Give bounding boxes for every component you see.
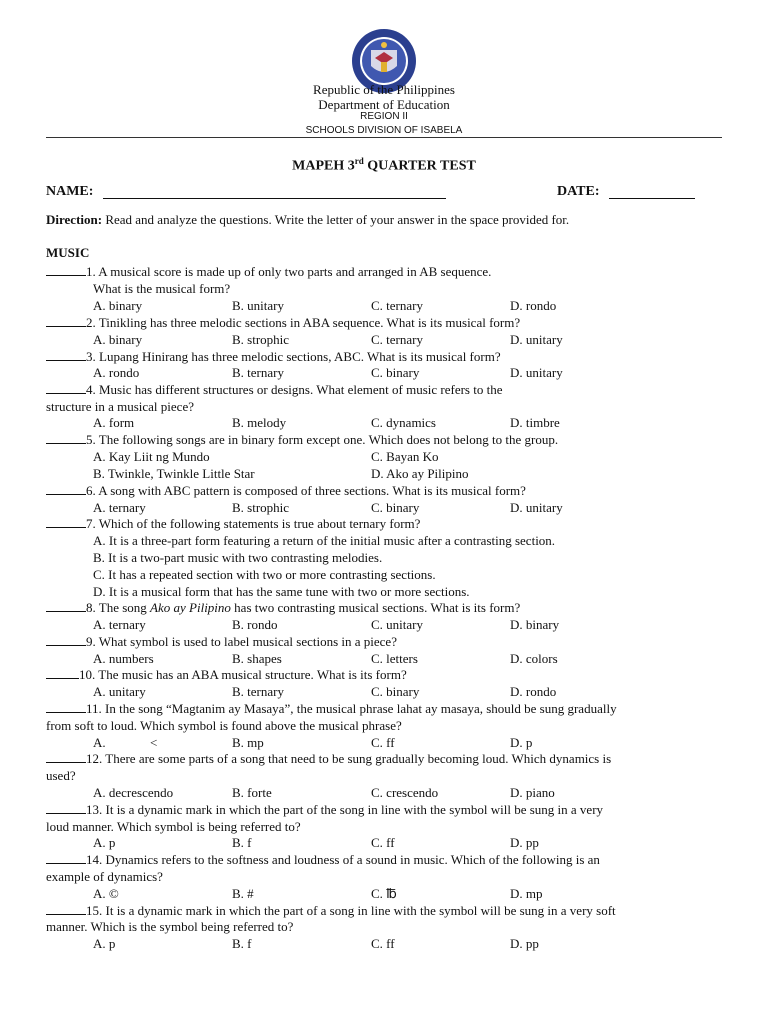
answer-choice: C. It has a repeated section with two or more contrasting sections. — [93, 567, 436, 582]
answer-choice: D. unitary — [510, 500, 563, 515]
question-3 — [46, 348, 501, 365]
question-text: 3. Lupang Hinirang has three melodic sections, ABC. What is its musical form? — [86, 349, 501, 364]
question-13 — [46, 801, 603, 818]
answer-choice: A. binary — [93, 332, 143, 347]
answer-blank[interactable] — [46, 600, 86, 612]
answer-choice: C. unitary — [371, 617, 423, 632]
answer-choice: B. # — [232, 886, 254, 901]
answer-choice: A. ternary — [93, 617, 146, 632]
answer-choice: C. ℔ — [371, 886, 397, 901]
question-text: 6. A song with ABC pattern is composed of three sections. What is its musical form? — [86, 483, 526, 498]
date-field[interactable] — [609, 198, 695, 199]
question-text: 13. It is a dynamic mark in which the part of the song in line with the symbol will be sung in a very — [86, 802, 604, 817]
answer-blank[interactable] — [46, 852, 86, 864]
answer-choice: B. forte — [232, 785, 272, 800]
answer-choice: A. It is a three-part form featuring a return of the initial music after a contrasting section. — [93, 533, 556, 548]
answer-blank[interactable] — [46, 483, 86, 495]
question-text: 1. A musical score is made up of only two parts and arranged in AB sequence. — [86, 264, 492, 279]
answer-blank[interactable] — [46, 667, 79, 679]
question-text-continued: loud manner. Which symbol is being referred to? — [46, 819, 301, 834]
question-text: 12. There are some parts of a song that need to be sung gradually becoming loud. Which dynamics is — [86, 751, 612, 766]
question-text-continued: structure in a musical piece? — [46, 399, 194, 414]
question-text: 9. What symbol is used to label musical sections in a piece? — [86, 634, 397, 649]
question-15 — [46, 902, 616, 919]
answer-blank[interactable] — [46, 382, 86, 394]
answer-choice: A. Kay Liit ng Mundo — [93, 449, 210, 464]
answer-choice: B. Twinkle, Twinkle Little Star — [93, 466, 255, 481]
answer-choice: A. binary — [93, 298, 143, 313]
answer-blank[interactable] — [46, 751, 86, 763]
answer-choice: < — [150, 735, 158, 750]
answer-choice: A. p — [93, 936, 116, 951]
answer-choice: B. f — [232, 835, 252, 850]
answer-choice: C. ternary — [371, 298, 423, 313]
answer-choice: B. mp — [232, 735, 264, 750]
answer-choice: C. binary — [371, 365, 420, 380]
answer-choice: B. ternary — [232, 365, 284, 380]
question-8 — [46, 599, 520, 616]
answer-choice: C. binary — [371, 684, 420, 699]
question-text-continued: used? — [46, 768, 76, 783]
question-1 — [46, 263, 491, 280]
answer-choice: C. ff — [371, 936, 395, 951]
question-5 — [46, 431, 558, 448]
answer-choice: C. ternary — [371, 332, 423, 347]
question-9 — [46, 633, 397, 650]
answer-choice: C. dynamics — [371, 415, 436, 430]
answer-choice: D. rondo — [510, 298, 557, 313]
answer-choice: C. ff — [371, 735, 395, 750]
name-field[interactable] — [103, 198, 446, 199]
answer-choice: D. unitary — [510, 332, 563, 347]
answer-choice: C. crescendo — [371, 785, 439, 800]
answer-choice: D. piano — [510, 785, 555, 800]
question-text: 8. The song — [86, 600, 151, 615]
question-text-continued: example of dynamics? — [46, 869, 163, 884]
question-text: 7. Which of the following statements is true about ternary form? — [86, 516, 421, 531]
answer-choice: D. Ako ay Pilipino — [371, 466, 469, 481]
answer-choice: C. Bayan Ko — [371, 449, 439, 464]
answer-choice: D. mp — [510, 886, 543, 901]
answer-choice: C. letters — [371, 651, 418, 666]
question-7 — [46, 515, 420, 532]
answer-choice: D. timbre — [510, 415, 560, 430]
header-division: SCHOOLS DIVISION OF ISABELA — [305, 125, 463, 136]
question-text: 4. Music has different structures or designs. What element of music refers to the — [86, 382, 503, 397]
question-10 — [46, 666, 407, 683]
answer-choice: B. strophic — [232, 500, 290, 515]
question-text-continued: manner. Which is the symbol being referred to? — [46, 919, 294, 934]
question-text-continued: What is the musical form? — [93, 281, 231, 296]
header-country: Republic of the Philippines — [313, 82, 455, 97]
question-text: 14. Dynamics refers to the softness and loudness of a sound in music. Which of the following is an — [86, 852, 600, 867]
answer-choice: B. It is a two-part music with two contrasting melodies. — [93, 550, 383, 565]
answer-choice: B. melody — [232, 415, 287, 430]
question-text: 10. The music has an ABA musical structure. What is its form? — [79, 667, 407, 682]
answer-choice: C. binary — [371, 500, 420, 515]
question-text: 15. It is a dynamic mark in which the part of a song in line with the symbol will be sung in a very soft — [86, 903, 616, 918]
answer-choice: A. ternary — [93, 500, 146, 515]
answer-blank[interactable] — [46, 315, 86, 327]
header-region: REGION II — [360, 111, 408, 122]
answer-choice: B. rondo — [232, 617, 278, 632]
answer-choice: B. ternary — [232, 684, 284, 699]
answer-choice: D. rondo — [510, 684, 557, 699]
answer-blank[interactable] — [46, 516, 86, 528]
answer-choice: D. colors — [510, 651, 558, 666]
answer-choice: A. decrescendo — [93, 785, 174, 800]
answer-blank[interactable] — [46, 701, 86, 713]
question-text: 11. In the song “Magtanim ay Masaya”, the musical phrase lahat ay masaya, should be sung gradually — [86, 701, 617, 716]
date-label: DATE: — [557, 184, 600, 199]
answer-choice: B. unitary — [232, 298, 284, 313]
name-label: NAME: — [46, 184, 94, 199]
answer-blank[interactable] — [46, 634, 86, 646]
section-heading-music: MUSIC — [46, 245, 90, 260]
question-6 — [46, 482, 526, 499]
song-title: Ako ay Pilipino — [150, 600, 231, 615]
answer-choice: A. form — [93, 415, 135, 430]
question-2 — [46, 314, 520, 331]
answer-blank[interactable] — [46, 432, 86, 444]
answer-blank[interactable] — [46, 903, 86, 915]
answer-choice: D. It is a musical form that has the same tune with two or more sections. — [93, 584, 470, 599]
answer-blank[interactable] — [46, 349, 86, 361]
question-text-continued: from soft to loud. Which symbol is found above the musical phrase? — [46, 718, 402, 733]
directions: Direction: Read and analyze the questions. Write the letter of your answer in the space provided for. — [46, 212, 570, 227]
header-divider — [46, 137, 722, 138]
answer-choice: D. pp — [510, 835, 539, 850]
answer-choice: B. strophic — [232, 332, 290, 347]
question-11 — [46, 700, 617, 717]
answer-choice: D. unitary — [510, 365, 563, 380]
answer-choice: A. unitary — [93, 684, 146, 699]
answer-blank[interactable] — [46, 802, 86, 814]
answer-choice: D. p — [510, 735, 533, 750]
answer-choice: B. f — [232, 936, 252, 951]
answer-choice: D. pp — [510, 936, 539, 951]
answer-choice: A. numbers — [93, 651, 154, 666]
question-4 — [46, 381, 503, 398]
answer-choice: C. ff — [371, 835, 395, 850]
answer-choice: A. rondo — [93, 365, 140, 380]
answer-choice: B. shapes — [232, 651, 282, 666]
header-department: Department of Education — [318, 97, 450, 112]
question-text: 5. The following songs are in binary form except one. Which does not belong to the group. — [86, 432, 559, 447]
answer-choice: A. — [93, 735, 106, 750]
question-text: has two contrasting musical sections. What is its form? — [230, 600, 521, 615]
question-14 — [46, 851, 600, 868]
answer-choice: A. p — [93, 835, 116, 850]
answer-choice: D. binary — [510, 617, 560, 632]
question-12 — [46, 750, 611, 767]
question-text: 2. Tinikling has three melodic sections in ABA sequence. What is its musical form? — [86, 315, 521, 330]
answer-blank[interactable] — [46, 264, 86, 276]
answer-choice: A. © — [93, 886, 119, 901]
test-title: MAPEH 3rd QUARTER TEST — [292, 156, 476, 174]
